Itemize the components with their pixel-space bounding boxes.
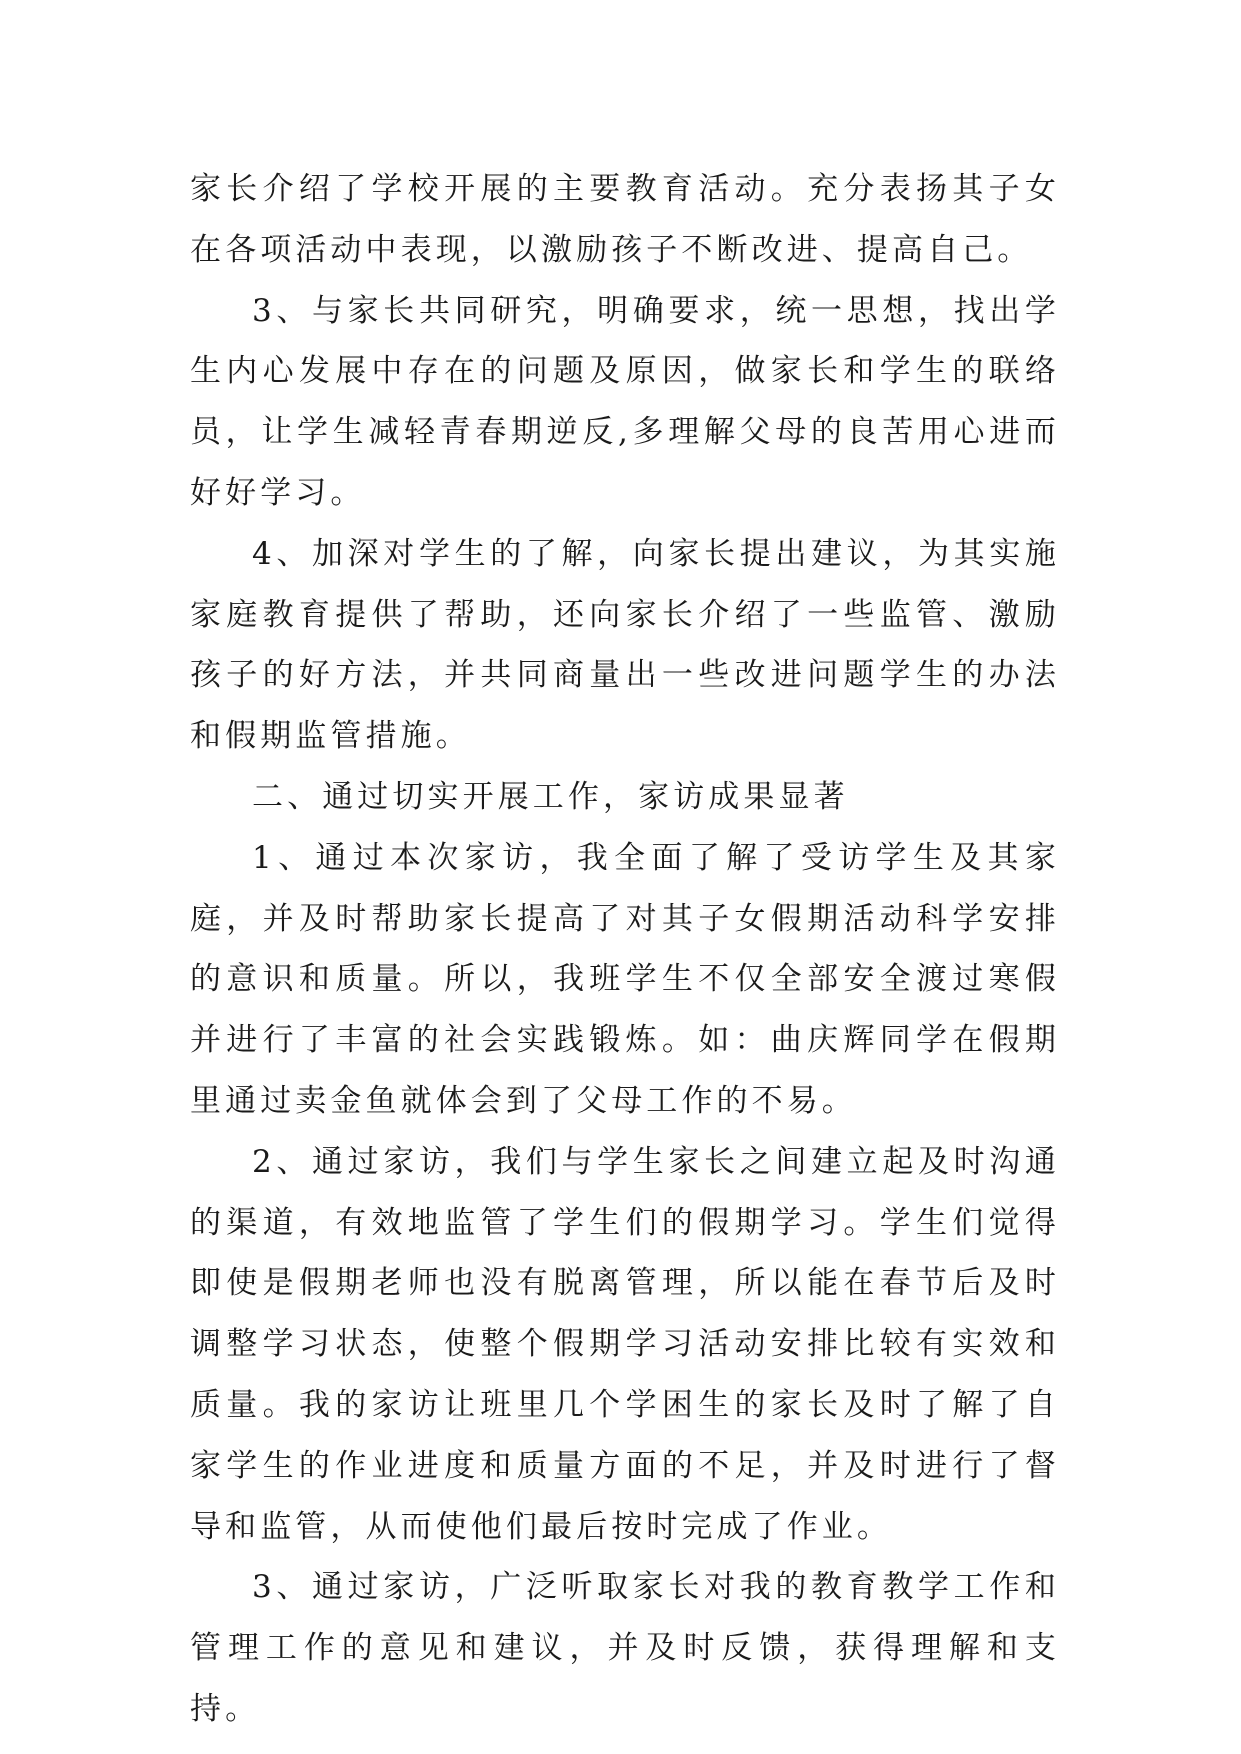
paragraph-item-3: 3、与家长共同研究，明确要求，统一思想，找出学生内心发展中存在的问题及原因，做家长和学生的联络员，让学生减轻青春期逆反,多理解父母的良苦用心进而好好学习。 <box>190 292 1060 511</box>
paragraph-item-4: 4、加深对学生的了解，向家长提出建议，为其实施家庭教育提供了帮助，还向家长介绍了一些监管、激励孩子的好方法，并共同商量出一些改进问题学生的办法和假期监管措施。 <box>190 535 1060 755</box>
paragraph-result-1: 1、通过本次家访，我全面了解了受访学生及其家庭，并及时帮助家长提高了对其子女假期活动科学安排的意识和质量。所以，我班学生不仅全部安全渡过寒假并进行了丰富的社会实践锻炼。如：曲庆辉同学在假期里通过卖金鱼就体会到了父母工作的不易。 <box>190 839 1060 1119</box>
paragraph-intro-continuation: 家长介绍了学校开展的主要教育活动。充分表扬其子女在各项活动中表现，以激励孩子不断改进、提高自己。 <box>190 171 1060 268</box>
paragraph-result-3: 3、通过家访，广泛听取家长对我的教育教学工作和管理工作的意见和建议，并及时反馈，获得理解和支持。 <box>190 1569 1060 1727</box>
section-heading: 二、通过切实开展工作，家访成果显著 <box>252 778 849 815</box>
document-body <box>190 159 1060 1740</box>
paragraph-result-2: 2、通过家访，我们与学生家长之间建立起及时沟通的渠道，有效地监管了学生们的假期学习。学生们觉得即使是假期老师也没有脱离管理，所以能在春节后及时调整学习状态，使整个假期学习活动安排比较有实效和质量。我的家访让班里几个学困生的家长及时了解了自家学生的作业进度和质量方面的不足，并及时进行了督导和监管，从而使他们最后按时完成了作业。 <box>190 1143 1060 1545</box>
